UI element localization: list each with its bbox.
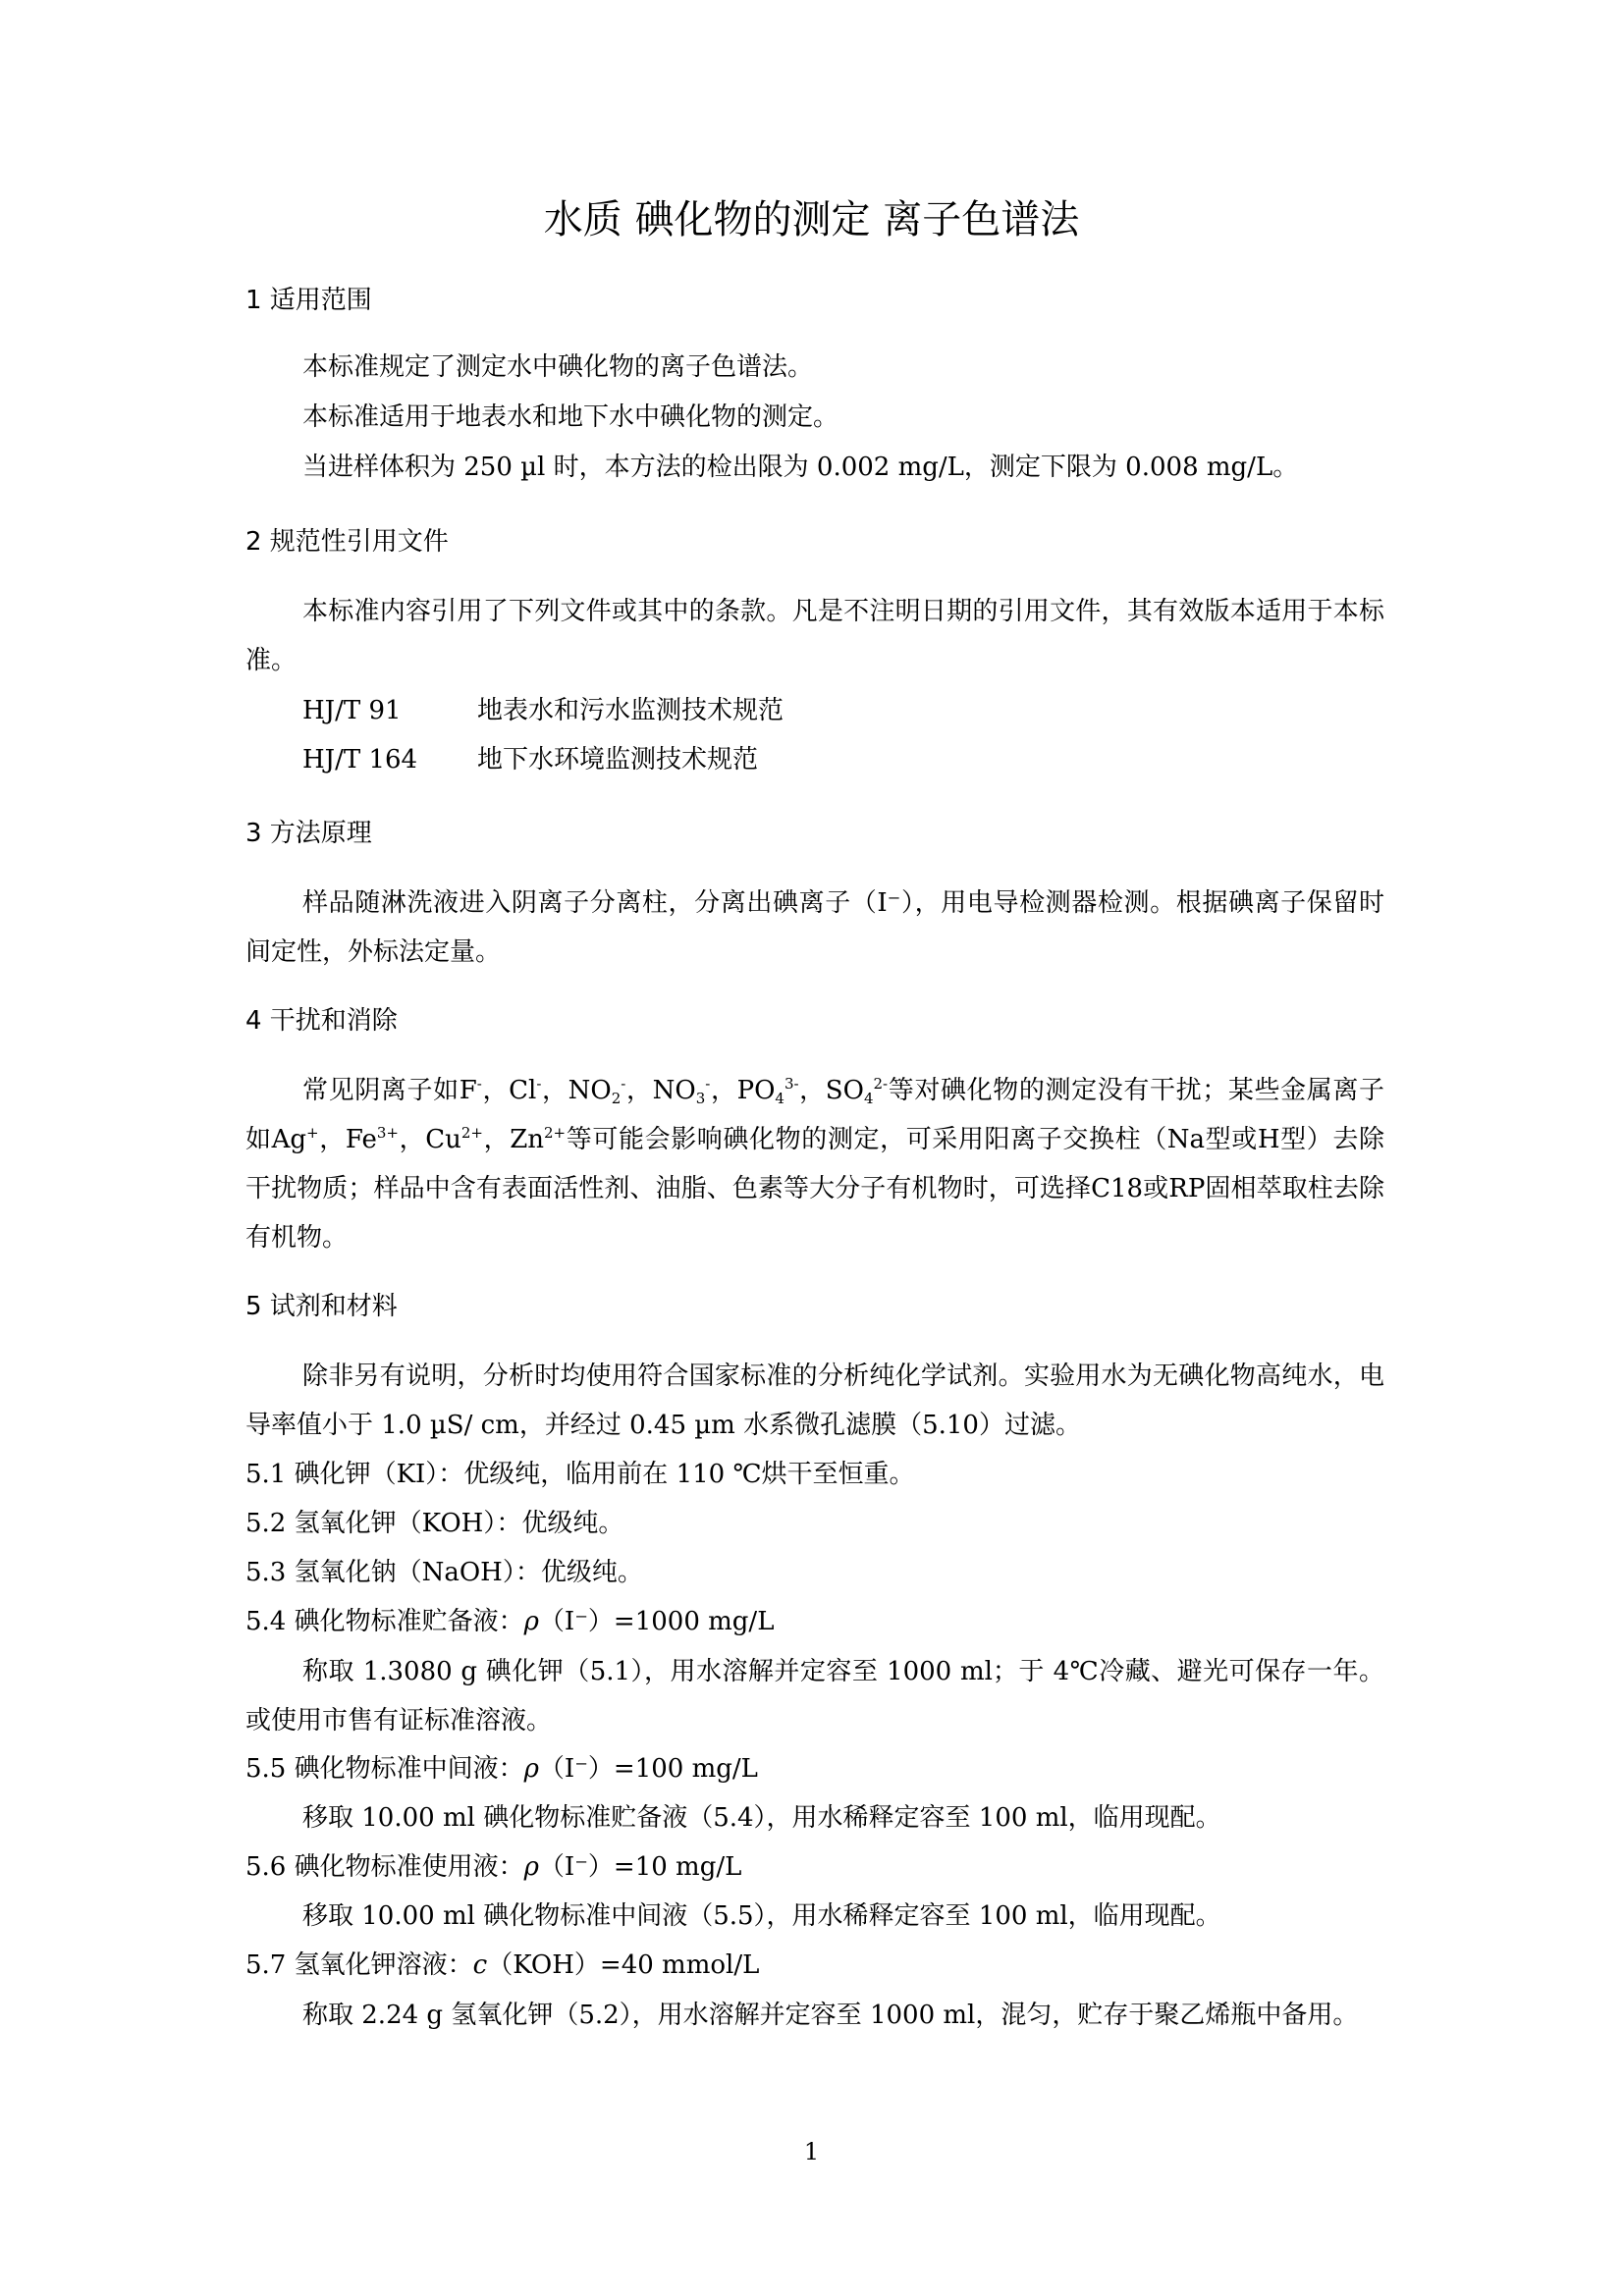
item-label: 5.4 碘化物标准贮备液： (245, 1607, 524, 1636)
superscript: 3- (784, 1075, 799, 1093)
text-run: ，SO (798, 1076, 864, 1105)
item-5-5 (245, 1749, 758, 1789)
text-run: 等对碘化物的测定没有干扰；某些金属离子如Ag (245, 1076, 1384, 1154)
page-number: 1 (803, 2138, 820, 2165)
item-value: （KOH）=40 mmol/L (487, 1950, 760, 1980)
superscript: - (536, 1075, 542, 1093)
symbol: ρ (523, 1852, 539, 1882)
superscript: - (621, 1075, 626, 1093)
superscript: - (705, 1075, 711, 1093)
superscript: 2+ (460, 1124, 483, 1142)
reference-title: 地下水环境监测技术规范 (477, 745, 759, 774)
item-value: （I⁻）=1000 mg/L (538, 1607, 775, 1636)
item-label: 5.5 碘化物标准中间液： (245, 1754, 524, 1784)
subscript: 4 (775, 1090, 784, 1107)
superscript: 2+ (544, 1124, 567, 1142)
document-title: 水质 碘化物的测定 离子色谱法 (543, 197, 1080, 242)
text-run: ，Zn (482, 1125, 545, 1154)
item-5-7 (245, 1946, 759, 1985)
text-run: ，Cl (481, 1076, 537, 1105)
symbol: ρ (523, 1754, 539, 1784)
text-run: ，Cu (398, 1125, 461, 1154)
subscript: 2 (611, 1090, 622, 1107)
text-run: 等可能会影响碘化物的测定，可采用阳离子交换柱（Na型或H型）去除干扰物质；样品中含有表面活性剂、油脂、色素等大分子有机物时，可选择C18或RP固相萃取柱去除有机物。 (245, 1125, 1385, 1253)
reference-item (302, 740, 758, 779)
symbol: c (472, 1950, 488, 1980)
reference-code: HJ/T 91 (302, 696, 402, 725)
superscript: 3+ (376, 1124, 399, 1142)
section-4-paragraph-1 (245, 1066, 1384, 1262)
reference-title: 地表水和污水监测技术规范 (477, 696, 784, 725)
section-3-paragraph-1: 样品随淋洗液进入阴离子分离柱，分离出碘离子（I⁻），用电导检测器检测。根据碘离子保留时间定性，外标法定量。 (245, 888, 1384, 967)
section-2-paragraph-1: 本标准内容引用了下列文件或其中的条款。凡是不注明日期的引用文件，其有效版本适用于本标准。 (245, 597, 1384, 675)
section-1-paragraph-2: 本标准适用于地表水和地下水中碘化物的测定。 (302, 402, 839, 432)
superscript: + (306, 1124, 319, 1142)
item-5-3: 5.3 氢氧化钠（NaOH）：优级纯。 (245, 1558, 643, 1587)
section-5-intro: 除非另有说明，分析时均使用符合国家标准的分析纯化学试剂。实验用水为无碘化物高纯水，电导率值小于 1.0 µS/ cm，并经过 0.45 µm 水系微孔滤膜（5.10）过滤。 (245, 1362, 1384, 1440)
superscript: 2- (873, 1075, 889, 1093)
item-5-6-paragraph: 移取 10.00 ml 碘化物标准中间液（5.5），用水稀释定容至 100 ml，临用现配。 (302, 1901, 1221, 1931)
reference-item (302, 691, 784, 730)
reference-code: HJ/T 164 (302, 745, 418, 774)
item-value: （I⁻）=10 mg/L (538, 1852, 742, 1882)
text-run: 常见阴离子如F (302, 1076, 477, 1105)
text-run: ，NO (541, 1076, 612, 1105)
section-1-heading: 1 适用范围 (245, 286, 372, 315)
item-5-1: 5.1 碘化钾（KI）：优级纯，临用前在 110 ℃烘干至恒重。 (245, 1460, 915, 1489)
text-run: ，Fe (318, 1125, 377, 1154)
subscript: 4 (863, 1090, 874, 1107)
item-5-5-paragraph: 移取 10.00 ml 碘化物标准贮备液（5.4），用水稀释定容至 100 ml，临用现配。 (302, 1803, 1221, 1833)
item-label: 5.6 碘化物标准使用液： (245, 1852, 524, 1882)
item-value: （I⁻）=100 mg/L (538, 1754, 758, 1784)
symbol: ρ (523, 1607, 539, 1636)
superscript: - (476, 1075, 482, 1093)
section-2-heading: 2 规范性引用文件 (245, 527, 449, 557)
item-5-2: 5.2 氢氧化钾（KOH）：优级纯。 (245, 1509, 624, 1538)
item-5-7-paragraph: 称取 2.24 g 氢氧化钾（5.2），用水溶解并定容至 1000 ml，混匀，贮存于聚乙烯瓶中备用。 (302, 2001, 1359, 2030)
item-5-4 (245, 1602, 774, 1641)
section-3-heading: 3 方法原理 (245, 819, 372, 848)
section-1-paragraph-1: 本标准规定了测定水中碘化物的离子色谱法。 (302, 352, 814, 382)
item-5-4-paragraph: 称取 1.3080 g 碘化钾（5.1），用水溶解并定容至 1000 ml；于 4℃冷藏、避光可保存一年。或使用市售有证标准溶液。 (245, 1657, 1384, 1735)
section-1-paragraph-3: 当进样体积为 250 µl 时，本方法的检出限为 0.002 mg/L，测定下限为 0.008 mg/L。 (302, 453, 1299, 482)
section-4-heading: 4 干扰和消除 (245, 1006, 398, 1036)
section-5-heading: 5 试剂和材料 (245, 1292, 398, 1321)
item-label: 5.7 氢氧化钾溶液： (245, 1950, 473, 1980)
text-run: ，NO (625, 1076, 696, 1105)
item-5-6 (245, 1847, 741, 1887)
subscript: 3 (695, 1090, 706, 1107)
text-run: ，PO (710, 1076, 776, 1105)
